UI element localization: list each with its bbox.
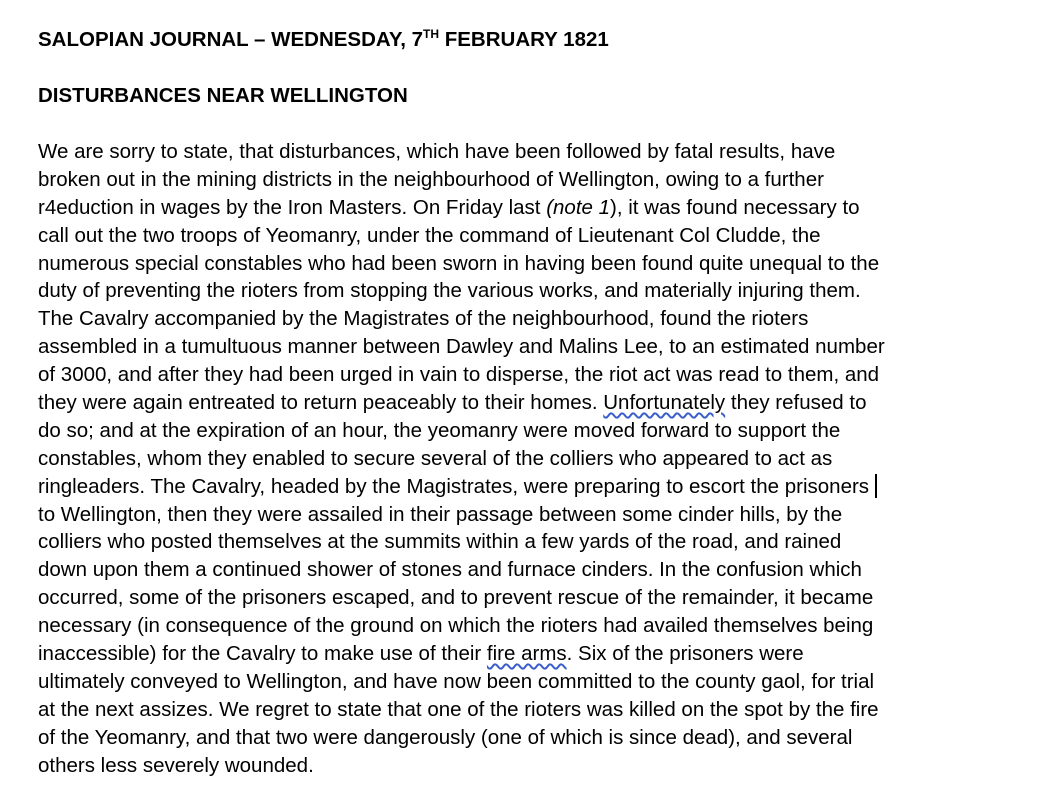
paragraph-line xyxy=(38,194,1048,222)
line-segment: they refused to xyxy=(725,391,867,415)
grammar-flagged-word[interactable]: Unfortunately xyxy=(603,391,726,415)
paragraph-line: of 3000, and after they had been urged in vain to disperse, the riot act was read to them, and xyxy=(38,363,880,387)
paragraph-line: to Wellington, then they were assailed in their passage between some cinder hills, by the xyxy=(38,502,843,526)
headline: DISTURBANCES NEAR WELLINGTON xyxy=(38,84,408,107)
masthead-superscript: TH xyxy=(423,27,440,41)
masthead xyxy=(38,26,1048,54)
paragraph-line xyxy=(38,473,1048,501)
paragraph-line: ultimately conveyed to Wellington, and have now been committed to the county gaol, for trial xyxy=(38,669,875,693)
text-cursor xyxy=(875,474,877,498)
paragraph-line: others less severely wounded. xyxy=(38,753,314,777)
paragraph-line: duty of preventing the rioters from stopping the various works, and materially injuring them. xyxy=(38,279,861,303)
paragraph-line: We are sorry to state, that disturbances, which have been followed by fatal results, have xyxy=(38,140,836,163)
line-segment: ringleaders. The Cavalry, headed by the Magistrates, were preparing to escort the prisoners xyxy=(38,474,870,498)
paragraph-line: at the next assizes. We regret to state that one of the rioters was killed on the spot by the fire xyxy=(38,697,879,721)
paragraph-line xyxy=(38,640,1048,668)
line-segment: r4eduction in wages by the Iron Masters. On Friday last xyxy=(38,195,547,219)
line-segment: ), it was found necessary to xyxy=(610,195,860,219)
masthead-text: SALOPIAN JOURNAL – WEDNESDAY, 7 xyxy=(38,28,424,51)
paragraph-line: broken out in the mining districts in the neighbourhood of Wellington, owing to a further xyxy=(38,167,824,191)
paragraph-line: assembled in a tumultuous manner between Dawley and Malins Lee, to an estimated number xyxy=(38,335,885,359)
paragraph-line: do so; and at the expiration of an hour, the yeomanry were moved forward to support the xyxy=(38,418,841,442)
paragraph-line: numerous special constables who had been sworn in having been found quite unequal to the xyxy=(38,251,880,275)
note-reference: (note 1 xyxy=(546,195,611,219)
line-segment: inaccessible) for the Cavalry to make use of their xyxy=(38,642,487,666)
paragraph-line: call out the two troops of Yeomanry, under the command of Lieutenant Col Cludde, the xyxy=(38,223,821,247)
paragraph-line: down upon them a continued shower of stones and furnace cinders. In the confusion which xyxy=(38,558,862,582)
paragraph-line: The Cavalry accompanied by the Magistrates of the neighbourhood, found the rioters xyxy=(38,307,809,331)
article-paragraph[interactable] xyxy=(38,138,1048,779)
line-segment: they were again entreated to return peaceably to their homes. xyxy=(38,391,604,415)
paragraph-line xyxy=(38,389,1048,417)
paragraph-line: of the Yeomanry, and that two were dangerously (one of which is since dead), and several xyxy=(38,725,853,749)
paragraph-line: occurred, some of the prisoners escaped, and to prevent rescue of the remainder, it became xyxy=(38,586,874,610)
document-page xyxy=(38,26,1048,779)
paragraph-line: colliers who posted themselves at the summits within a few yards of the road, and rained xyxy=(38,530,842,554)
grammar-flagged-word[interactable]: fire arms xyxy=(486,642,567,666)
masthead-date-rest: FEBRUARY 1821 xyxy=(439,28,609,51)
line-segment: . Six of the prisoners were xyxy=(566,642,804,666)
paragraph-line: constables, whom they enabled to secure several of the colliers who appeared to act as xyxy=(38,446,833,470)
paragraph-line: necessary (in consequence of the ground on which the rioters had availed themselves being xyxy=(38,614,874,638)
